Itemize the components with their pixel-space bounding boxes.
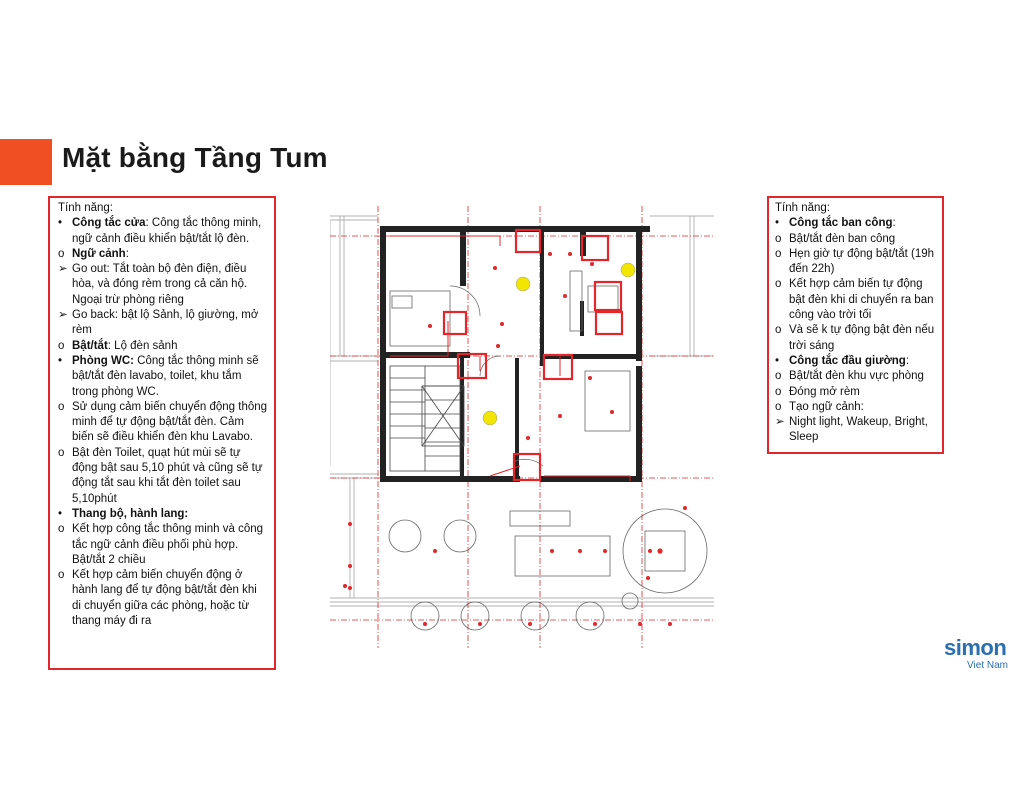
bullet-marker: • <box>775 354 780 367</box>
feature-item <box>58 522 268 568</box>
feature-item <box>775 400 936 415</box>
bullet-marker: ➢ <box>58 309 68 322</box>
feature-text: Kết hợp cảm biến tự động bật đèn khi di chuyển ra ban công vào trời tối <box>789 278 934 322</box>
bullet-marker: o <box>58 247 65 260</box>
feature-label: Công tắc cửa <box>72 217 146 230</box>
feature-item <box>775 415 936 446</box>
right-feature-panel <box>767 196 944 454</box>
page-title: Mặt bằng Tầng Tum <box>62 142 328 173</box>
feature-item <box>775 216 936 231</box>
right-feature-list <box>775 216 936 445</box>
left-feature-panel <box>48 196 276 670</box>
logo-subtitle: Viet Nam <box>967 660 1008 671</box>
feature-text: : Công tắc thông minh, ngữ cảnh điều khiển bật/tắt lộ đèn. <box>72 217 262 245</box>
bullet-marker: • <box>775 217 780 230</box>
feature-item <box>775 247 936 278</box>
feature-text: Tạo ngữ cảnh: <box>789 400 864 413</box>
bullet-marker: • <box>58 507 63 520</box>
title-accent-bar <box>0 139 52 185</box>
feature-text: Bật đèn Toilet, quạt hút mùi sẽ tự động bật sau 5,10 phút và cũng sẽ tự động tắt sau khi tắt đèn toilet sau 5,10phút <box>72 446 263 505</box>
feature-item <box>58 507 268 522</box>
bullet-marker: o <box>775 400 782 413</box>
feature-text: Go back: bật lộ Sảnh, lộ giường, mở rèm <box>72 309 259 337</box>
bullet-marker: o <box>58 523 65 536</box>
bullet-marker: o <box>775 385 782 398</box>
feature-item <box>58 400 268 446</box>
feature-text: Công tắc thông minh sẽ bật/tắt đèn lavabo, toilet, khu tắm trong phòng WC. <box>72 354 259 398</box>
feature-item <box>775 232 936 247</box>
feature-item <box>775 277 936 323</box>
bullet-marker: o <box>58 339 65 352</box>
bullet-marker: • <box>58 354 63 367</box>
feature-text: Và sẽ k tự động bật đèn nếu trời sáng <box>789 324 935 352</box>
feature-text: Hẹn giờ tự động bật/tắt (19h đến 22h) <box>789 247 935 276</box>
feature-text: Night light, Wakeup, Bright, Sleep <box>789 416 928 444</box>
feature-text: Sử dụng cảm biến chuyển động thông minh để tự động bật/tắt đèn. Cảm biến sẽ điều khiển đèn khu Lavabo. <box>72 400 268 444</box>
feature-text: Đóng mở rèm <box>789 385 860 398</box>
feature-item <box>58 339 268 354</box>
bullet-marker: o <box>58 569 65 582</box>
right-panel-heading: Tính năng: <box>775 202 830 214</box>
feature-label: Thang bộ, hành lang: <box>72 507 189 520</box>
bullet-marker: o <box>775 324 782 337</box>
bullet-marker: o <box>775 247 782 260</box>
logo-brand: simon <box>944 635 1007 660</box>
feature-text: Go out: Tắt toàn bộ đèn điện, điều hòa, và đóng rèm trong cả căn hộ. Ngoại trừ phòng riêng <box>72 263 248 306</box>
feature-item <box>775 385 936 400</box>
feature-text: : <box>905 354 910 367</box>
feature-text: Bật/tắt đèn ban công <box>789 232 896 245</box>
bullet-marker: ➢ <box>775 416 785 429</box>
feature-item <box>58 308 268 339</box>
feature-text: : Lộ đèn sảnh <box>107 339 178 352</box>
bullet-marker: o <box>775 370 782 383</box>
feature-label: Công tắc ban công <box>789 217 893 230</box>
feature-label: Công tắc đầu giường <box>789 354 906 367</box>
feature-label: Ngữ cảnh <box>72 247 126 260</box>
feature-item <box>775 354 936 369</box>
feature-text: : <box>892 217 896 230</box>
feature-label: Phòng WC: <box>72 354 134 367</box>
bullet-marker: ➢ <box>58 263 68 276</box>
feature-item <box>58 446 268 507</box>
feature-text: Bật/tắt đèn khu vực phòng <box>789 370 924 383</box>
feature-text: : <box>125 247 129 260</box>
bullet-marker: o <box>58 446 65 459</box>
feature-item <box>775 323 936 354</box>
feature-item <box>775 369 936 384</box>
feature-item <box>58 568 268 629</box>
feature-label: Bật/tắt <box>72 339 108 352</box>
feature-text: Kết hợp cảm biến chuyển động ở hành lang để tự động bật/tắt đèn khi di chuyển giữa các phòng, hoặc từ thang máy đi ra <box>72 569 257 628</box>
feature-text: Kết hợp công tắc thông minh và công tắc ngữ cảnh điều phối phù hợp. Bật/tắt 2 chiều <box>72 523 264 566</box>
bullet-marker: • <box>58 217 63 230</box>
simon-logo <box>944 636 1014 676</box>
bullet-marker: o <box>775 278 782 291</box>
feature-item <box>58 354 268 400</box>
feature-item <box>58 262 268 308</box>
left-feature-list <box>58 216 268 629</box>
left-panel-heading: Tính năng: <box>58 202 113 214</box>
feature-item <box>58 247 268 262</box>
feature-item <box>58 216 268 247</box>
floor-plan-drawing <box>330 206 714 648</box>
bullet-marker: o <box>775 232 782 245</box>
bullet-marker: o <box>58 400 65 413</box>
